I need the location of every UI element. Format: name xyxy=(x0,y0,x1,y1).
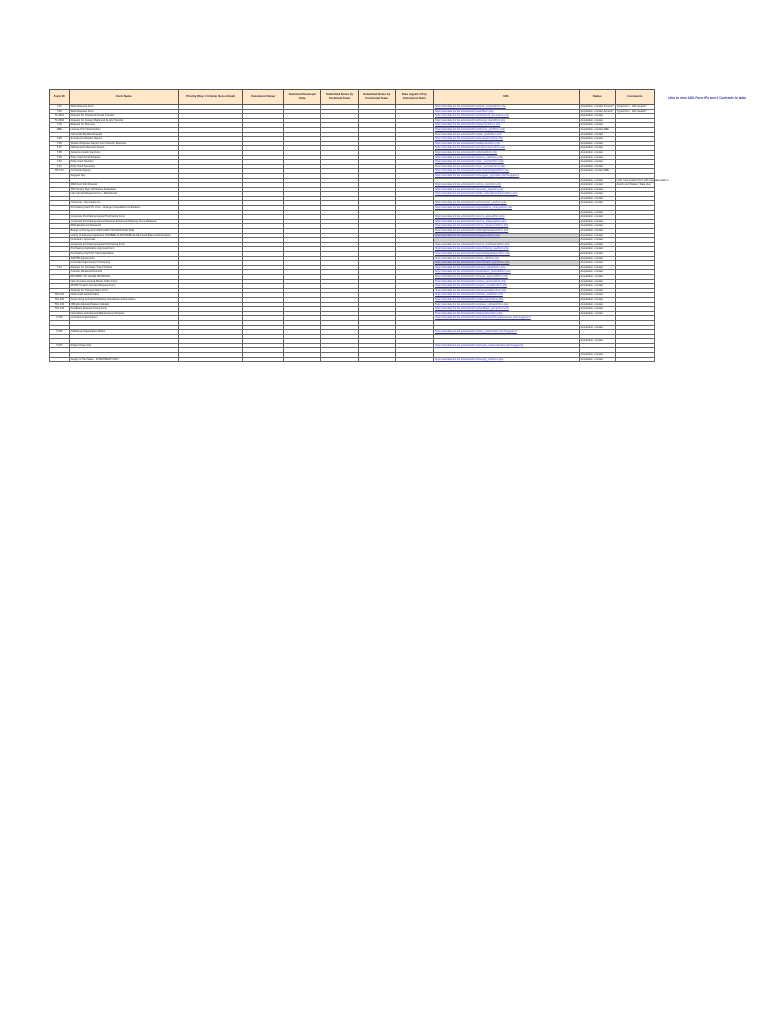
form-id-cell: T91-101 xyxy=(50,293,70,298)
column-header: Form Name xyxy=(69,90,178,105)
form-name-cell: PAYMENT OF LEASE APPROVAL xyxy=(69,274,178,279)
status-cell: Acquisition -contact xyxy=(579,155,615,160)
form-name-cell: Purchasing Application Approval Form xyxy=(69,247,178,252)
url-link[interactable]: https://sandata.fcs.fsu.edu/sites/forms/foreign_bank/form.php xyxy=(433,118,579,123)
forms-table xyxy=(49,89,669,362)
url-link[interactable]: https://sandata.fcs.fsu.edu/sites/forms/suggest_spy/index.php?suggest=1 xyxy=(433,173,579,178)
form-id-cell: T.07 xyxy=(50,146,70,151)
status-cell: Acquisition -contact xyxy=(579,357,615,362)
url-link[interactable]: https://sandata.fcs.fsu.edu/sites/forms/hotels/form.php xyxy=(433,150,579,155)
spreadsheet xyxy=(49,89,669,362)
url-link[interactable]: https://sandata.fcs.fsu.edu/sites/forms/job_guide/form.php xyxy=(433,132,579,137)
url-link[interactable]: https://sandata.fcs.fsu.edu/sites/forms/emergency/form.php xyxy=(433,137,579,142)
form-name-cell: SAP Bill Agreements xyxy=(69,256,178,261)
status-cell: Acquisition -contact xyxy=(579,247,615,252)
url-link[interactable]: https://sandata.fcs.fsu.edu/sites/forms/contracts/authorization/index.php?suggest=1 xyxy=(433,316,579,321)
status-cell: Acquisition -contact xyxy=(579,270,615,275)
form-name-cell: Controlled Agent Entry Processing xyxy=(69,261,178,266)
status-cell: Acquisition -contact xyxy=(579,279,615,284)
status-cell: Acquisition -contact xyxy=(579,215,615,220)
form-name-cell: Supply & Tool Sales - INTERNSHIP ONLY xyxy=(69,357,178,362)
form-id-cell: T.03 xyxy=(50,123,70,128)
url-link[interactable]: https://sandata.fcs.fsu.edu/sites/forms/maintenance/form.php xyxy=(433,146,579,151)
url-link[interactable]: https://sandata.fcs.fsu.edu/sites/forms/status_indicator/form.php xyxy=(433,302,579,307)
url-link[interactable]: https://sandata.fcs.fsu.edu/sites/forms/work_request/form.php xyxy=(433,105,579,110)
status-cell: Acquisition -contact ABE xyxy=(579,169,615,174)
form-name-cell: Work Request Form xyxy=(69,105,178,110)
table-row xyxy=(50,357,655,362)
form-name-cell: New Services Annual Phase Order Form xyxy=(69,279,178,284)
form-id-cell: T.12 xyxy=(50,265,70,270)
status-cell: Acquisition -contact xyxy=(579,146,615,151)
table-cell xyxy=(321,357,358,362)
url-link[interactable]: https://sandata.fcs.fsu.edu/sites/forms/supply_tool/form.php xyxy=(433,357,579,362)
table-cell xyxy=(284,357,321,362)
table-cell xyxy=(243,357,284,362)
comments-cell: Lists: Use product form with separate fields a xyxy=(616,178,669,182)
form-name-cell: Maintenance Request Report xyxy=(69,146,178,151)
status-cell: Acquisition -contact xyxy=(579,288,615,293)
form-id-cell: T.02 xyxy=(50,109,70,114)
column-header: Technical Developer Date xyxy=(284,90,321,105)
status-cell: Acquisition -contact xyxy=(579,284,615,289)
url-link[interactable]: https://sandata.fcs.fsu.edu/sites/forms/pcard/application/form.php xyxy=(433,252,579,257)
form-name-cell: Purchasing Card PC Card Application xyxy=(69,252,178,257)
form-name-cell: Student Disputes Report Form Directly Business xyxy=(69,141,178,146)
form-name-cell: RMA Item File Request xyxy=(69,183,178,188)
column-header: Submitted Notes by Functional Team xyxy=(358,90,395,105)
status-cell: Acquisition -contact Access? xyxy=(580,109,614,113)
comments-cell: Typed form - still needed? xyxy=(615,109,654,114)
comments-cell xyxy=(615,357,654,362)
url-link[interactable]: https://sandata.fcs.fsu.edu/sites/forms/chartered_funds/form.php xyxy=(433,114,579,119)
note-link[interactable]: click to view ADD Form IPs and 4 Contracts to table xyxy=(668,96,747,100)
status-cell: Acquisition -contact xyxy=(579,252,615,257)
form-name-cell: Request for Chartered Funds Transfer xyxy=(69,114,178,119)
form-name-cell: Supervising and Administrative Attendance Authorization xyxy=(69,297,178,302)
url-link[interactable]: https://sandata.fcs.fsu.edu/sites/forms/spsm_creation/form.php xyxy=(433,284,579,289)
form-name-cell: Purchasing Card PC Limit - Change Cancellation Notification xyxy=(69,206,178,211)
status-cell: Acquisition -contact xyxy=(579,196,615,201)
status-cell: Acquisition -contact xyxy=(579,297,615,302)
form-name-cell: Officials Adjusted Status Indicator xyxy=(69,302,178,307)
table-cell xyxy=(179,357,243,362)
form-id-cell xyxy=(50,357,70,362)
form-name-cell: Suggest Spy xyxy=(69,173,178,178)
form-name-cell: Budget of the Ag ACC ARIS ANALYSIS EGP DUE DUE xyxy=(69,229,178,234)
url-link[interactable]: https://sandata.fcs.fsu.edu/sites/forms/petty_cash/form.php xyxy=(433,155,579,160)
form-id-cell: T.01 xyxy=(50,105,70,110)
form-name-cell: Computer / Use Notice Ac xyxy=(69,201,178,206)
form-id-cell: T.05 xyxy=(50,137,70,142)
form-name-cell: Request for Transportation Form xyxy=(69,288,178,293)
column-header: Date signed off by Functional Team xyxy=(395,90,433,105)
form-id-cell: T.08 xyxy=(50,150,70,155)
form-id-cell: T1.0002 xyxy=(50,118,70,123)
status-cell: Acquisition -contact xyxy=(579,164,615,169)
url-link[interactable]: https://sandata.fcs.fsu.edu/sites/forms/disputes/form.php xyxy=(433,141,579,146)
status-cell: Acquisition -contact xyxy=(579,339,615,344)
column-header: Priority (Day 1 Critical, Non-critical) xyxy=(179,90,243,105)
form-name-cell: Request for Interstate Travel Tickets xyxy=(69,265,178,270)
form-id-cell: RT1.04 xyxy=(50,169,70,174)
form-name-cell: SPF Notary Sign Verification Evaluation xyxy=(69,187,178,192)
url-link[interactable]: https://sandata.fcs.fsu.edu/sites/forms/pc_summary/form.php xyxy=(433,164,579,169)
url-link[interactable]: https://sandata.fcs.fsu.edu/sites/forms/pc_voucher/form.php xyxy=(433,160,579,165)
url-link[interactable]: https://sandata.fcs.fsu.edu/sites/forms/new_services/form.php xyxy=(433,279,579,284)
form-id-cell: ABE xyxy=(50,127,70,132)
form-name-cell: Petty Cash Voucher xyxy=(69,160,178,165)
form-name-cell: Operations and General Maintenance Request xyxy=(69,311,178,316)
form-name-cell: Feedback Request Group Form xyxy=(69,307,178,312)
table-body xyxy=(50,105,669,362)
status-cell: Acquisition -contact xyxy=(579,238,615,243)
form-name-cell: Petty Cash Summary xyxy=(69,164,178,169)
form-name-cell: Lab Internal Request Form - Mechanical xyxy=(69,192,178,197)
url-link[interactable]: https://sandata.fcs.fsu.edu/sites/forms/controlled_agent/form.php xyxy=(433,261,579,266)
status-cell: Acquisition -contact xyxy=(579,114,615,119)
comments-cell: Typed form - still needed? xyxy=(615,105,654,110)
status-cell: Acquisition -contact xyxy=(579,118,615,123)
form-name-cell: Chair Audit Authorization xyxy=(69,293,178,298)
url-link[interactable]: https://sandata.fcs.fsu.edu/sites/forms/travel_tickets/form.php xyxy=(433,265,579,270)
url-link[interactable]: https://sandata.fcs.fsu.edu/sites/forms/pcard/limit_change/form.php xyxy=(433,206,579,211)
form-name-cell: Emergency Repairs Report xyxy=(69,137,178,142)
column-header: Comments xyxy=(615,90,654,105)
form-id-cell: T.06 xyxy=(50,141,70,146)
status-cell: Acquisition -contact xyxy=(579,274,615,279)
url-link[interactable]: https://sandata.fcs.fsu.edu/sites/forms/license_print/form.php xyxy=(433,127,579,132)
status-cell: Acquisition -contact xyxy=(579,210,615,215)
status-cell: Acquisition -contact xyxy=(579,219,615,224)
status-cell: Acquisition -contact xyxy=(579,183,615,188)
status-cell: Acquisition -contact xyxy=(579,187,615,192)
url-link[interactable]: https://sandata.fcs.fsu.edu/sites/forms/notary_sign/form.php xyxy=(433,187,579,192)
url-link[interactable]: https://sandata.fcs.fsu.edu/sites/forms/wrf/form.php xyxy=(433,109,579,114)
status-cell: Acquisition -contact xyxy=(579,160,615,165)
form-name-cell: Advance Hotels Vouchers xyxy=(69,150,178,155)
url-link[interactable]: https://sandata.fcs.fsu.edu/sites/forms/computer_use/form.php xyxy=(433,201,579,206)
url-link[interactable]: https://sandata.fcs.fsu.edu/sites/forms/lab_internal/mechanical/form.php xyxy=(433,192,579,197)
status-cell: Acquisition -contact xyxy=(579,233,615,238)
status-cell: Acquisition -contact xyxy=(579,192,615,197)
form-name-cell: Corporate Purchasing Appeal Purchasing Form xyxy=(69,215,178,220)
url-link[interactable]: https://sandata.fcs.fsu.edu/sites/forms/rma_item/form.php xyxy=(433,183,579,188)
comments-cell: dual to and Space / Data plus xyxy=(615,183,654,188)
form-name-cell: Additional Organization Matrix xyxy=(69,330,178,335)
form-name-cell: Listing of Adjusted Applicants NUMBER of ADVERSE ALGE Fiscal Base Administration xyxy=(69,233,178,238)
url-link[interactable]: https://sandata.fcs.fsu.edu/sites/forms/chair_audit/form.php xyxy=(433,293,579,298)
column-header: Status xyxy=(579,90,615,105)
form-id-cell: T91-103 xyxy=(50,302,70,307)
status-cell: Acquisition -contact xyxy=(579,256,615,261)
form-name-cell: Contracts Authorization xyxy=(69,316,178,321)
status-cell: Acquisition -contact xyxy=(579,353,615,358)
column-header: URL xyxy=(433,90,579,105)
form-id-cell: T.106 xyxy=(50,330,70,335)
column-header: Functional Owner xyxy=(243,90,284,105)
form-name-cell: Transfer Weekend Records xyxy=(69,270,178,275)
form-name-cell: Corporate Purchasing Appeal Request Enhanced Shipping Items Retained xyxy=(69,219,178,224)
url-link[interactable]: https://sandata.fcs.fsu.edu/sites/forms/contracts/signed/form.php xyxy=(433,169,579,174)
form-name-cell: Work Request Form xyxy=(69,109,178,114)
form-name-cell: Contracts Signed xyxy=(69,169,178,174)
form-id-cell: T1.0001 xyxy=(50,114,70,119)
url-link[interactable]: https://sandata.fcs.fsu.edu/sites/forms/project_closeout/index.php?suggest=1 xyxy=(433,343,579,348)
status-cell: Acquisition -contact Access? xyxy=(580,105,614,108)
form-name-cell: SPSM Creation General Request Form xyxy=(69,284,178,289)
table-cell xyxy=(358,357,395,362)
header-row xyxy=(50,90,655,105)
status-cell: Acquisition -contact xyxy=(579,137,615,142)
status-cell: Acquisition -contact xyxy=(579,261,615,266)
url-link[interactable]: https://sandata.fcs.fsu.edu/sites/forms/operations/form.php xyxy=(433,311,579,316)
url-link[interactable]: https://sandata.fcs.fsu.edu/sites/forms/lease_approval/form.php xyxy=(433,274,579,279)
form-id-cell: T.105 xyxy=(50,316,70,321)
url-link[interactable]: https://sandata.fcs.fsu.edu/sites/forms/purchasing_app/form.php xyxy=(433,247,579,252)
url-link[interactable]: https://sandata.fcs.fsu.edu/sites/forms/weekend_records/form.php xyxy=(433,270,579,275)
status-cell: Acquisition -contact xyxy=(579,178,615,183)
form-id-cell: T.107 xyxy=(50,343,70,348)
url-link[interactable]: https://sandata.fcs.fsu.edu/sites/forms/org_matrix/index.php?suggest=1 xyxy=(433,330,579,335)
form-name-cell: Project Close-Out xyxy=(69,343,178,348)
url-link[interactable]: https://sandata.fcs.fsu.edu/sites/forms/sap_bill/form.php xyxy=(433,256,579,261)
status-cell: Acquisition -contact xyxy=(579,141,615,146)
status-cell: Acquisition -contact xyxy=(579,265,615,270)
url-link[interactable]: https://sandata.fcs.fsu.edu/sites/forms/rma_equipment/form.php xyxy=(433,224,579,229)
url-link[interactable]: https://sandata.fcs.fsu.edu/sites/forms/budget/analysis/form.php xyxy=(433,229,579,234)
form-name-cell: Request for Foreign Bank and Funds Transfer xyxy=(69,118,178,123)
column-header: Submitted Notes by Technical Team xyxy=(321,90,358,105)
form-id-cell: T91-104 xyxy=(50,307,70,312)
url-link[interactable]: https://sandata.fcs.fsu.edu/sites/forms/feedback_group/form.php xyxy=(433,307,579,312)
status-cell: Acquisition -contact xyxy=(579,150,615,155)
status-cell: Acquisition -contact xyxy=(579,311,615,316)
status-cell: Acquisition -contact xyxy=(579,224,615,229)
url-link[interactable]: https://sandata.fcs.fsu.edu/sites/forms/corp_shipping/form.php xyxy=(433,219,579,224)
status-cell: Acquisition -contact ABE xyxy=(579,127,615,132)
url-link[interactable]: https://sandata.fcs.fsu.edu/sites/forms/corp_appeal/form.php xyxy=(433,215,579,220)
form-name-cell: Corporate Purchasing Appeal Purchasing Form xyxy=(69,242,178,247)
form-id-cell: T.10 xyxy=(50,160,70,165)
status-cell: Acquisition -contact xyxy=(579,123,615,128)
status-cell: Acquisition -contact xyxy=(579,293,615,298)
table-cell xyxy=(395,357,433,362)
column-header: Form ID xyxy=(50,90,70,105)
form-id-cell: T.11 xyxy=(50,164,70,169)
status-cell: Acquisition -contact xyxy=(579,325,615,330)
form-name-cell: Contracts / Approvals xyxy=(69,238,178,243)
url-link[interactable]: https://sandata.fcs.fsu.edu/sites/forms/payment/form.php xyxy=(433,123,579,128)
status-cell: Acquisition -contact xyxy=(579,201,615,206)
status-cell: Acquisition -contact xyxy=(579,302,615,307)
url-link[interactable]: https://sandata.fcs.fsu.edu/sites/forms/transportation/form.php xyxy=(433,288,579,293)
status-cell: Acquisition -contact xyxy=(579,229,615,234)
form-id-cell: T.09 xyxy=(50,155,70,160)
form-name-cell: Job Guide Booklet Request xyxy=(69,132,178,137)
form-name-cell: Petty Cash Fund Request xyxy=(69,155,178,160)
url-link[interactable]: https://sandata.fcs.fsu.edu/sites/forms/adjusted/form.php xyxy=(433,233,579,238)
url-link[interactable]: https://sandata.fcs.fsu.edu/sites/forms/corp_purchasing/form.php xyxy=(433,242,579,247)
status-cell: Acquisition -contact xyxy=(579,132,615,137)
url-link[interactable]: https://sandata.fcs.fsu.edu/sites/forms/attendance/form.php xyxy=(433,297,579,302)
form-name-cell: License Print Subscription xyxy=(69,127,178,132)
form-name-cell: Request for Payment xyxy=(69,123,178,128)
form-id-cell: T91-102 xyxy=(50,297,70,302)
status-cell: Acquisition -contact xyxy=(579,307,615,312)
form-name-cell: RMA Equipment Requests xyxy=(69,224,178,229)
status-cell: Acquisition -contact xyxy=(579,242,615,247)
